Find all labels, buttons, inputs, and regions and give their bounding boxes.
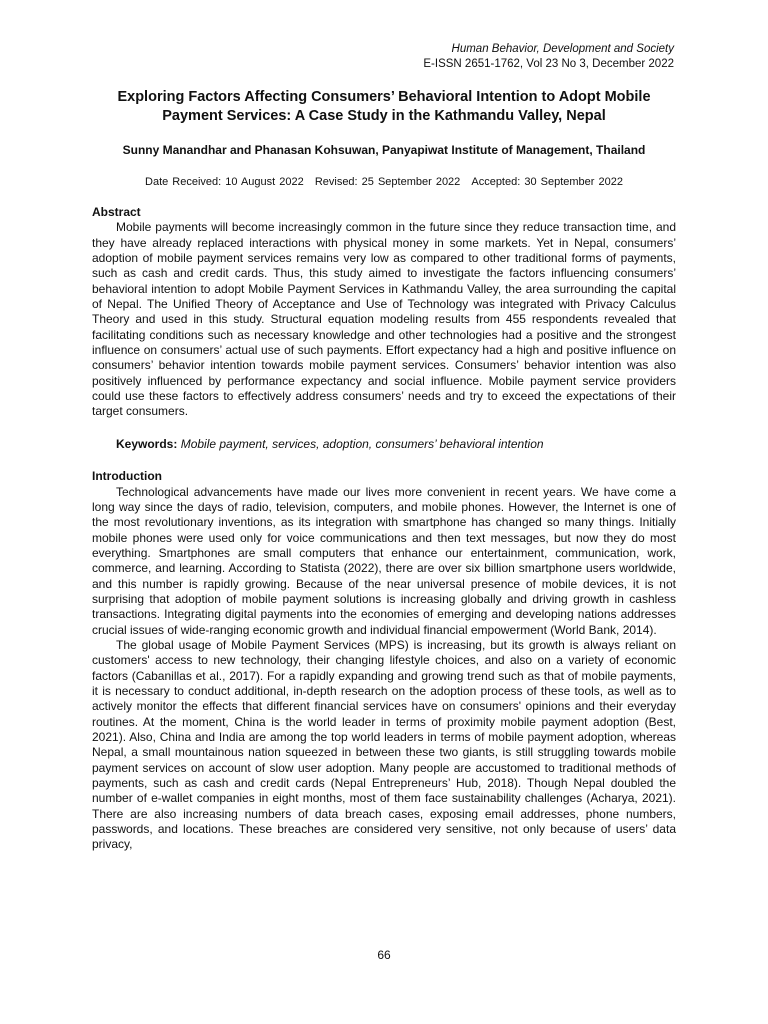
date-received: Date Received: 10 August 2022: [145, 176, 304, 188]
date-revised: Revised: 25 September 2022: [314, 176, 461, 188]
submission-dates: [92, 176, 676, 188]
paper-body: [92, 205, 676, 853]
journal-header: [423, 42, 674, 72]
keywords-label: Keywords:: [116, 436, 178, 451]
abstract-text: Mobile payments will become increasingly common in the future since they reduce transaction time, and they have already replaced interactions with physical money in some markets. Yet in Nepal, consumers’ adoption of mobile payment services remains very low as compared to other traditional forms of payments, such as cash and credit cards. Thus, this study aimed to investigate the factors influencing consumers’ behavioral intention to adopt Mobile Payment Services in Kathmandu Valley, the area surrounding the capital of Nepal. The Unified Theory of Acceptance and Use of Technology was integrated with Privacy Calculus Theory and used in this study. Structural equation modeling results from 455 respondents revealed that facilitating conditions such as necessary knowledge and other technologies had a positive and the strongest influence on consumers’ actual use of such payments. Effort expectancy had a high and positive influence on consumers’ behavior intention towards mobile payment services. Consumers’ behavior intention was also positively influenced by performance expectancy and social influence. Mobile payment service providers could use these factors to effectively address consumers’ needs and try to exceed the expectations of their target consumers.: [92, 220, 676, 419]
page-number: 66: [377, 948, 391, 962]
date-accepted: Accepted: 30 September 2022: [471, 176, 623, 188]
introduction-paragraph-1: Technological advancements have made our lives more convenient in recent years. We have come a long way since the days of radio, television, computers, and mobile phones. However, the Internet is one of the most revolutionary inventions, as its integration with smartphone has changed so many things. Initially mobile phones were used only for voice communications and then text messages, but now they do most everything. Smartphones are small computers that enhance our entertainment, communication, work, commerce, and learning. According to Statista (2022), there are over six billion smartphone users worldwide, and this number is rapidly growing. Because of the near universal presence of mobile devices, it is not surprising that adoption of mobile payment solutions is increasing globally and driving growth in cashless transactions. Integrating digital payments into the economies of emerging and developing nations addresses crucial issues of wide-ranging economic growth and individual financial empowerment (World Bank, 2014).: [92, 484, 676, 637]
journal-name: Human Behavior, Development and Society: [451, 43, 674, 55]
abstract-heading: Abstract: [92, 205, 141, 219]
introduction-paragraph-2: The global usage of Mobile Payment Services (MPS) is increasing, but its growth is always reliant on customers' access to new technology, their changing lifestyle choices, and also on a variety of economic factors (Cabanillas et al., 2017). For a rapidly expanding and growing trend such as that of mobile payments, it is necessary to conduct additional, in-depth research on the adoption process of these tools, as well as to actively monitor the effects that different financial services have on consumers' opinions and their everyday routines. At the moment, China is the world leader in terms of proximity mobile payment adoption (Best, 2021). Also, China and India are among the top world leaders in terms of mobile payment adoption, whereas Nepal, a small mountainous nation squeezed in between these two giants, is still struggling towards mobile payment services on account of slow user adoption. Many people are accustomed to traditional methods of payments, such as cash and credit cards (Nepal Entrepreneurs’ Hub, 2018). Though Nepal doubled the number of e-wallet companies in eight months, most of them face sustainability challenges (Acharya, 2021). There are also increasing numbers of data breach cases, exposing email addresses, phone numbers, passwords, and locations. These breaches are considered very sensitive, not only because of users’ data privacy,: [92, 637, 676, 852]
paper-authors: Sunny Manandhar and Phanasan Kohsuwan, Panyapiwat Institute of Management, Thailand: [122, 143, 646, 157]
keywords-text: Mobile payment, services, adoption, consumers’ behavioral intention: [180, 436, 544, 451]
issn-line: E-ISSN 2651-1762, Vol 23 No 3, December 2022: [423, 58, 674, 70]
introduction-heading: Introduction: [92, 469, 162, 484]
paper-title: Exploring Factors Affecting Consumers’ Behavioral Intention to Adopt Mobile Payment Services: A Case Study in the Kathmandu Valley, Nepal: [117, 89, 651, 124]
keywords: [92, 437, 676, 452]
